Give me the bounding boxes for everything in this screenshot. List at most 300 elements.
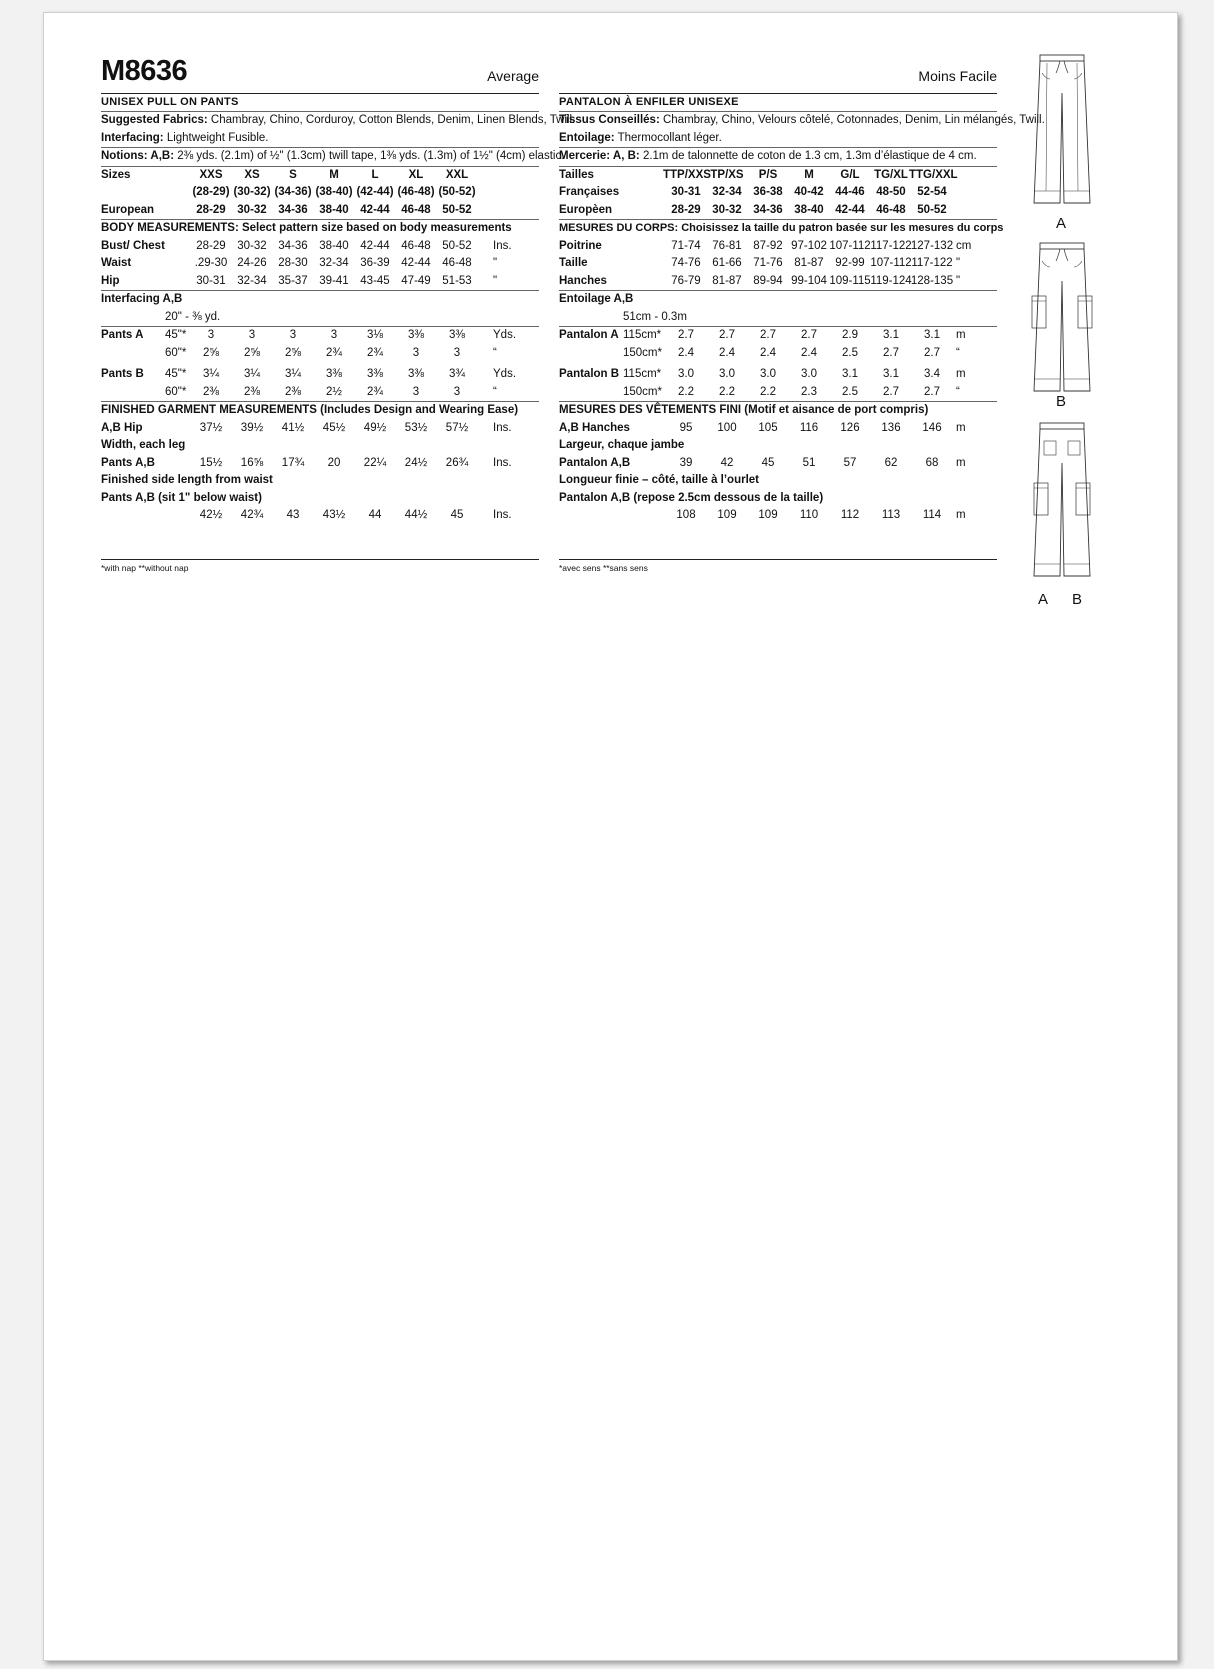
table-cell: 43 xyxy=(286,509,300,521)
table-cell: 109 xyxy=(717,509,737,521)
row-label: Waist xyxy=(101,257,132,269)
table-cell: 45 xyxy=(761,456,775,469)
row-label: Pants A,B xyxy=(101,456,155,469)
unit-label: m xyxy=(956,329,966,341)
table-cell: 71-76 xyxy=(753,257,783,269)
finished-measurements-heading: FINISHED GARMENT MEASUREMENTS (Includes Design and Wearing Ease) xyxy=(101,404,519,416)
table-cell: (34-36) xyxy=(274,186,312,198)
table-cell: 3 xyxy=(207,329,215,341)
table-cell: 3 xyxy=(330,329,338,341)
table-cell: 3.0 xyxy=(719,368,735,380)
table-cell: 42-44 xyxy=(360,239,390,252)
table-cell: 30-32 xyxy=(237,203,267,216)
unit-label: " xyxy=(956,274,961,287)
table-cell: 100 xyxy=(717,421,737,434)
notions: Notions: A,B: 2⅜ yds. (2.1m) of ½" (1.3cm) twill tape, 1⅜ yds. (1.3m) of 1½" (4cm) elastic. xyxy=(101,150,565,162)
table-cell: 37½ xyxy=(199,421,223,434)
figure-label-a: A xyxy=(1056,215,1067,232)
row-label: Pants A xyxy=(101,329,144,341)
table-cell: 107-112 xyxy=(829,239,871,252)
table-cell: 24-26 xyxy=(237,257,267,269)
interfacing-fr: Entoilage: Thermocollant léger. xyxy=(559,131,722,144)
unit-label: m xyxy=(956,421,966,434)
pants-a-drawing xyxy=(1032,53,1092,213)
table-cell: 119-124 xyxy=(870,274,912,287)
table-cell: 114 xyxy=(922,509,942,521)
sizes-row xyxy=(101,167,539,185)
table-cell: 34-36 xyxy=(278,239,308,252)
table-cell: 68 xyxy=(925,456,939,469)
fabric-width: 60"* xyxy=(165,346,187,359)
row-label: Taille xyxy=(559,257,588,269)
table-cell: 81-87 xyxy=(712,274,742,287)
body-measurements-heading: BODY MEASUREMENTS: Select pattern size based on body measurements xyxy=(101,222,512,234)
table-cell: 42 xyxy=(720,456,734,469)
unit-label: m xyxy=(956,368,966,380)
table-cell: (28-29) xyxy=(192,186,230,198)
row-label: Hanches xyxy=(559,274,607,287)
table-cell: 128-135 xyxy=(910,274,954,287)
table-cell: 22¼ xyxy=(363,456,387,469)
table-cell: 52-54 xyxy=(917,186,947,198)
table-cell: 3.1 xyxy=(924,329,940,341)
table-cell: 40-42 xyxy=(794,186,824,198)
body-measurement-row xyxy=(101,273,539,291)
body-measurements-table xyxy=(101,238,539,291)
table-cell: 110 xyxy=(799,509,819,521)
table-cell: 117-122 xyxy=(911,257,953,269)
unit-label: " xyxy=(493,257,498,269)
table-cell: 17¾ xyxy=(281,456,305,469)
table-cell: 46-48 xyxy=(401,239,431,252)
table-cell: 2.7 xyxy=(719,329,735,341)
table-cell: 3⅜ xyxy=(449,329,465,341)
table-cell: 53½ xyxy=(404,421,428,434)
table-cell: 39-41 xyxy=(319,274,349,287)
table-cell: 30-31 xyxy=(671,186,701,198)
yardage-row xyxy=(559,384,997,402)
table-cell: 15½ xyxy=(199,456,223,469)
figure-label-back-a: A xyxy=(1038,591,1049,608)
fabric-width: 115cm* xyxy=(623,368,662,380)
fabric-width: 60"* xyxy=(165,385,187,398)
finished-measurements-table-fr xyxy=(559,420,997,525)
body-measurement-row xyxy=(559,238,997,256)
table-cell: 30-32 xyxy=(712,203,742,216)
table-cell: (50-52) xyxy=(438,186,476,198)
table-cell: XL xyxy=(408,168,424,181)
european-row xyxy=(101,202,539,220)
table-cell: 51 xyxy=(802,456,816,469)
figure-label-back-b: B xyxy=(1072,591,1083,608)
table-cell: 3 xyxy=(412,385,420,398)
table-cell: 3 xyxy=(412,346,420,359)
row-label: Bust/ Chest xyxy=(101,239,165,252)
table-cell: 3.1 xyxy=(883,368,899,380)
table-cell: 28-30 xyxy=(278,257,308,269)
table-cell: 109-115 xyxy=(829,274,871,287)
table-cell: 2.7 xyxy=(924,385,940,398)
table-cell: 2.2 xyxy=(719,385,735,398)
table-cell: 50-52 xyxy=(917,203,947,216)
row-label: Pantalon A,B (repose 2.5cm dessous de la taille) xyxy=(559,491,824,504)
table-cell: 105 xyxy=(758,421,778,434)
table-cell: 3 xyxy=(453,385,461,398)
table-cell: 2¾ xyxy=(326,346,342,359)
table-cell: 28-29 xyxy=(196,239,226,252)
table-cell: 71-74 xyxy=(671,239,701,252)
table-cell: 2.2 xyxy=(760,385,776,398)
french-header xyxy=(559,13,997,93)
sizes-row xyxy=(559,167,997,185)
table-cell: 2.3 xyxy=(801,385,817,398)
yardage-table-fr xyxy=(559,327,997,401)
table-cell: 34-36 xyxy=(278,203,308,216)
table-cell: 136 xyxy=(881,421,901,434)
row-label: Tailles xyxy=(559,168,594,181)
table-cell: 2.7 xyxy=(678,329,694,341)
finished-measurements-table xyxy=(101,420,539,525)
unit-label: " xyxy=(956,257,961,269)
body-measurement-row xyxy=(559,255,997,273)
english-header xyxy=(101,13,539,93)
table-cell: 112 xyxy=(840,509,860,521)
interfacing-ab-value: 20" - ⅜ yd. xyxy=(165,310,221,323)
row-label: Longueur finie – côté, taille à l’ourlet xyxy=(559,474,760,486)
table-cell: 28-29 xyxy=(196,203,226,216)
table-cell: 34-36 xyxy=(753,203,783,216)
table-cell: 2.4 xyxy=(801,346,817,359)
table-cell: 3 xyxy=(453,346,461,359)
table-cell: 45½ xyxy=(322,421,346,434)
table-cell: 57½ xyxy=(445,421,469,434)
table-cell: 107-112 xyxy=(870,257,912,269)
table-cell: 62 xyxy=(884,456,898,469)
unit-label: “ xyxy=(493,385,497,398)
fabric-width: 45"* xyxy=(165,329,187,341)
table-cell: 38-40 xyxy=(319,239,349,252)
length-row xyxy=(101,507,539,525)
table-cell: 2¾ xyxy=(367,385,383,398)
table-cell: 44-46 xyxy=(835,186,865,198)
table-cell: 2⅜ xyxy=(244,385,260,398)
table-cell: 2.7 xyxy=(883,346,899,359)
table-cell: 2⅝ xyxy=(244,346,260,359)
fabric-width: 45"* xyxy=(165,368,187,380)
length-subheading-row xyxy=(559,490,997,508)
size-table-fr xyxy=(559,167,997,220)
table-cell: 108 xyxy=(676,509,696,521)
table-cell: 3⅜ xyxy=(326,368,342,380)
table-cell: 57 xyxy=(843,456,857,469)
unit-label: “ xyxy=(956,385,960,398)
table-cell: TTG/XXL xyxy=(909,168,958,181)
table-cell: 3¼ xyxy=(285,368,301,380)
hip-row xyxy=(101,420,539,438)
table-cell: 2.2 xyxy=(678,385,694,398)
francaises-row xyxy=(559,184,997,202)
table-cell: 2.9 xyxy=(842,329,858,341)
table-cell: 3⅜ xyxy=(367,368,383,380)
unit-label: Ins. xyxy=(493,509,512,521)
table-cell: L xyxy=(371,168,379,181)
interfacing: Interfacing: Lightweight Fusible. xyxy=(101,131,269,144)
table-cell: 87-92 xyxy=(753,239,783,252)
table-cell: 30-31 xyxy=(196,274,226,287)
table-cell: 3.0 xyxy=(760,368,776,380)
interfacing-ab-value-fr: 51cm - 0.3m xyxy=(623,310,687,323)
table-cell: 43½ xyxy=(322,509,346,521)
table-cell: 76-79 xyxy=(671,274,701,287)
table-cell: 46-48 xyxy=(442,257,472,269)
table-cell: 74-76 xyxy=(671,257,701,269)
table-cell: 3⅜ xyxy=(408,368,424,380)
row-label: Hip xyxy=(101,274,120,287)
fabric-width: 150cm* xyxy=(623,346,662,359)
row-label: A,B Hanches xyxy=(559,421,630,434)
length-heading-row xyxy=(101,472,539,490)
row-label: European xyxy=(101,203,155,216)
interfacing-ab-label: Interfacing A,B xyxy=(101,293,183,305)
table-cell: XXL xyxy=(445,168,469,181)
row-label: Finished side length from waist xyxy=(101,474,273,486)
body-measurements-heading-fr: MESURES DU CORPS: Choisissez la taille du patron basée sur les mesures du corps xyxy=(559,222,1004,234)
table-cell: 3.4 xyxy=(924,368,940,380)
table-cell: 42-44 xyxy=(835,203,865,216)
pants-b-drawing xyxy=(1032,241,1092,401)
pattern-title-fr: PANTALON À ENFILER UNISEXE xyxy=(559,96,739,108)
row-label: Width, each leg xyxy=(101,439,186,451)
table-cell: 24½ xyxy=(404,456,428,469)
table-cell: 89-94 xyxy=(753,274,783,287)
table-cell: 76-81 xyxy=(712,239,742,252)
table-cell: 92-99 xyxy=(835,257,865,269)
width-heading-row xyxy=(559,437,997,455)
table-cell: 28-29 xyxy=(671,203,701,216)
row-label: Pants A,B (sit 1" below waist) xyxy=(101,491,262,504)
yardage-row xyxy=(559,366,997,384)
table-cell: 2.4 xyxy=(719,346,735,359)
size-table xyxy=(101,167,539,220)
unit-label: Yds. xyxy=(493,329,517,341)
fabric-width: 150cm* xyxy=(623,385,662,398)
table-cell: S xyxy=(289,168,297,181)
table-cell: 38-40 xyxy=(794,203,824,216)
table-cell: 36-39 xyxy=(360,257,390,269)
table-cell: 36-38 xyxy=(753,186,783,198)
row-label: Pantalon B xyxy=(559,368,620,380)
table-cell: 42-44 xyxy=(360,203,390,216)
table-cell: 3.0 xyxy=(678,368,694,380)
pattern-envelope-back xyxy=(43,12,1178,1661)
table-cell: 2¾ xyxy=(367,346,383,359)
table-cell: P/S xyxy=(758,168,778,181)
table-cell: XS xyxy=(244,168,260,181)
table-cell: 2⅝ xyxy=(203,346,219,359)
yardage-row xyxy=(101,366,539,384)
row-label: Pants B xyxy=(101,368,144,380)
yardage-row xyxy=(101,345,539,363)
table-cell: 2.4 xyxy=(760,346,776,359)
unit-label: “ xyxy=(956,346,960,359)
length-heading-row xyxy=(559,472,997,490)
french-column xyxy=(559,13,1045,525)
body-measurement-row xyxy=(101,255,539,273)
table-cell: 42½ xyxy=(199,509,223,521)
table-cell: 43-45 xyxy=(360,274,390,287)
table-cell: 16⅝ xyxy=(240,456,264,469)
table-cell: 30-32 xyxy=(237,239,267,252)
pattern-code: M8636 xyxy=(101,55,188,87)
european-row xyxy=(559,202,997,220)
table-cell: TTP/XXS xyxy=(663,168,711,181)
yardage-row xyxy=(559,345,997,363)
table-cell: 3⅛ xyxy=(367,329,383,341)
table-cell: .29-30 xyxy=(194,257,228,269)
table-cell: 3.1 xyxy=(842,368,858,380)
yardage-row xyxy=(101,327,539,345)
table-cell: 44½ xyxy=(404,509,428,521)
table-cell: 50-52 xyxy=(442,239,472,252)
row-label: A,B Hip xyxy=(101,421,143,434)
table-cell: 127-132 xyxy=(910,239,954,252)
table-cell: 3¾ xyxy=(449,368,465,380)
row-label: Europèen xyxy=(559,203,613,216)
table-cell: (38-40) xyxy=(315,186,353,198)
body-measurement-row xyxy=(101,238,539,256)
pattern-title: UNISEX PULL ON PANTS xyxy=(101,96,239,108)
table-cell: 2.5 xyxy=(842,385,858,398)
table-cell: 49½ xyxy=(363,421,387,434)
table-cell: 32-34 xyxy=(237,274,267,287)
table-cell: 32-34 xyxy=(712,186,742,198)
table-cell: 46-48 xyxy=(876,203,906,216)
english-footnote: *with nap **without nap xyxy=(101,563,189,573)
table-cell: 41½ xyxy=(281,421,305,434)
table-cell: 26¾ xyxy=(445,456,469,469)
table-cell: 2.5 xyxy=(842,346,858,359)
row-label: Pantalon A,B xyxy=(559,456,631,469)
width-heading-row xyxy=(101,437,539,455)
table-cell: 113 xyxy=(881,509,901,521)
table-cell: 51-53 xyxy=(442,274,472,287)
pants-back-drawing xyxy=(1032,421,1092,586)
table-cell: 2⅝ xyxy=(285,346,301,359)
table-cell: 2.4 xyxy=(678,346,694,359)
table-cell: 32-34 xyxy=(319,257,349,269)
table-cell: 39 xyxy=(679,456,693,469)
yardage-row xyxy=(101,384,539,402)
size-range-row xyxy=(101,184,539,202)
table-cell: 2.7 xyxy=(760,329,776,341)
row-label: Largeur, chaque jambe xyxy=(559,439,685,451)
difficulty-level-fr: Moins Facile xyxy=(918,68,997,84)
width-row xyxy=(559,455,997,473)
finished-measurements-heading-fr: MESURES DES VÊTEMENTS FINI (Motif et aisance de port compris) xyxy=(559,404,929,416)
table-cell: 38-40 xyxy=(319,203,349,216)
unit-label: " xyxy=(493,274,498,287)
suggested-fabrics: Suggested Fabrics: Chambray, Chino, Corduroy, Cotton Blends, Denim, Linen Blends, Twill. xyxy=(101,114,576,126)
table-cell: 2.7 xyxy=(924,346,940,359)
length-subheading-row xyxy=(101,490,539,508)
table-cell: 3¼ xyxy=(203,368,219,380)
length-row xyxy=(559,507,997,525)
table-cell: 3 xyxy=(248,329,256,341)
table-cell: TP/XS xyxy=(710,168,744,181)
interfacing-ab-label-fr: Entoilage A,B xyxy=(559,293,634,305)
table-cell: 2.7 xyxy=(801,329,817,341)
table-cell: M xyxy=(804,168,814,181)
table-cell: 46-48 xyxy=(401,203,431,216)
table-cell: XXS xyxy=(199,168,223,181)
table-cell: 116 xyxy=(799,421,819,434)
table-cell: 3 xyxy=(289,329,297,341)
table-cell: 97-102 xyxy=(791,239,827,252)
row-label: Sizes xyxy=(101,168,131,181)
yardage-table xyxy=(101,327,539,401)
notions-fr: Mercerie: A, B: 2.1m de talonnette de coton de 1.3 cm, 1.3m d’élastique de 4 cm. xyxy=(559,150,977,162)
table-cell: 126 xyxy=(840,421,860,434)
row-label: Françaises xyxy=(559,186,620,198)
yardage-row xyxy=(559,327,997,345)
table-cell: (42-44) xyxy=(356,186,394,198)
table-cell: M xyxy=(329,168,339,181)
fabric-width: 115cm* xyxy=(623,329,662,341)
table-cell: 47-49 xyxy=(401,274,431,287)
table-cell: 109 xyxy=(758,509,778,521)
table-cell: 95 xyxy=(679,421,693,434)
unit-label: Ins. xyxy=(493,456,512,469)
table-cell: 99-104 xyxy=(791,274,827,287)
difficulty-level: Average xyxy=(487,68,539,84)
body-measurements-table-fr xyxy=(559,238,997,291)
width-row xyxy=(101,455,539,473)
hip-row xyxy=(559,420,997,438)
table-cell: (30-32) xyxy=(233,186,271,198)
table-cell: 2½ xyxy=(326,385,342,398)
table-cell: 2.7 xyxy=(883,385,899,398)
figure-label-b: B xyxy=(1056,393,1067,410)
table-cell: 39½ xyxy=(240,421,264,434)
row-label: Poitrine xyxy=(559,239,602,252)
table-cell: 3¼ xyxy=(244,368,260,380)
table-cell: 3.1 xyxy=(883,329,899,341)
table-cell: 44 xyxy=(368,509,382,521)
table-cell: (46-48) xyxy=(397,186,435,198)
unit-label: m xyxy=(956,509,966,521)
table-cell: G/L xyxy=(840,168,860,181)
table-cell: 20 xyxy=(327,456,341,469)
row-label: Pantalon A xyxy=(559,329,619,341)
table-cell: 117-122 xyxy=(870,239,912,252)
table-cell: 45 xyxy=(450,509,464,521)
french-footnote: *avec sens **sans sens xyxy=(559,563,648,573)
table-cell: 61-66 xyxy=(712,257,742,269)
table-cell: 42-44 xyxy=(401,257,431,269)
table-cell: TG/XL xyxy=(874,168,908,181)
unit-label: Yds. xyxy=(493,368,517,380)
suggested-fabrics-fr: Tissus Conseillés: Chambray, Chino, Velours côtelé, Cotonnades, Denim, Lin mélangés, Twill. xyxy=(559,114,1045,126)
unit-label: Ins. xyxy=(493,239,512,252)
table-cell: 35-37 xyxy=(278,274,308,287)
table-cell: 81-87 xyxy=(794,257,824,269)
unit-label: m xyxy=(956,456,966,469)
table-cell: 3⅜ xyxy=(408,329,424,341)
table-cell: 2⅜ xyxy=(203,385,219,398)
unit-label: cm xyxy=(956,239,972,252)
unit-label: “ xyxy=(493,346,497,359)
body-measurement-row xyxy=(559,273,997,291)
